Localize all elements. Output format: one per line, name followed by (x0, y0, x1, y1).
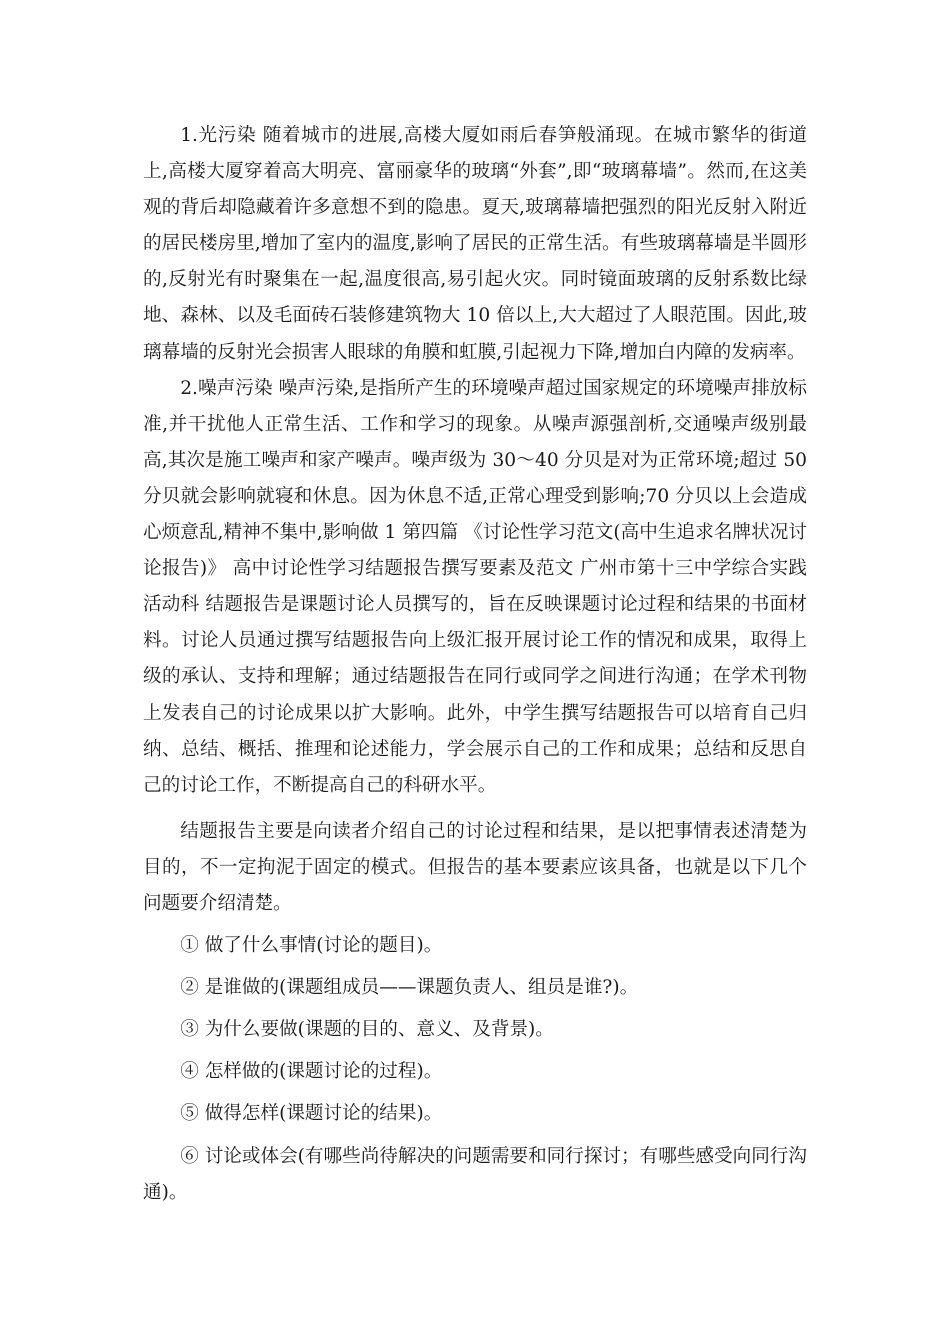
list-item: ② 是谁做的(课题组成员——课题负责人、组员是谁?)。 (180, 977, 639, 999)
paragraph-light-pollution: 1.光污染 随着城市的进展,高楼大厦如雨后春笋般涌现。在城市繁华的街道上,高楼大厦穿着高大明亮、富丽豪华的玻璃“外套”,即“玻璃幕墙”。然而,在这美观的背后却隐藏着许多意想不到的隐患。夏天,玻璃幕墙把强烈的阳光反射入附近的居民楼房里,增加了室内的温度,影响了居民的正常生活。有些玻璃幕墙是半圆形的,反射光有时聚集在一起,温度很高,易引起火灾。同时镜面玻璃的反射系数比绿地、森林、以及毛面砖石装修建筑物大 10 倍以上,大大超过了人眼范围。因此,玻璃幕墙的反射光会损害人眼球的角膜和虹膜,引起视力下降,增加白内障的发病率。 (143, 125, 807, 363)
list-item: ⑥ 讨论或体会(有哪些尚待解决的问题需要和同行探讨；有哪些感受向同行沟通)。 (143, 1145, 807, 1203)
document-body (143, 118, 807, 1211)
paragraph-report-intro: 结题报告主要是向读者介绍自己的讨论过程和结果，是以把事情表述清楚为目的，不一定拘泥于固定的模式。但报告的基本要素应该具备，也就是以下几个问题要介绍清楚。 (143, 820, 807, 914)
list-item: ① 做了什么事情(讨论的题目)。 (180, 935, 443, 957)
list-item: ⑤ 做得怎样(课题讨论的结果)。 (180, 1103, 443, 1125)
list-item: ④ 怎样做的(课题讨论的过程)。 (180, 1061, 443, 1083)
paragraph-noise-pollution: 2.噪声污染 噪声污染,是指所产生的环境噪声超过国家规定的环境噪声排放标准,并干扰他人正常生活、工作和学习的现象。从噪声源强剖析,交通噪声级别最高,其次是施工噪声和家产噪声。噪声级为 30～40 分贝是对为正常环境;超过 50 分贝就会影响就寝和休息。因为休息不适,正常心理受到影响;70 分贝以上会造成心烦意乱,精神不集中,影响做 1 第四篇 《讨论性学习范文(高中生追求名牌状况讨论报告)》 高中讨论性学习结题报告撰写要素及范文 广州市第十三中学综合实践活动科 结题报告是课题讨论人员撰写的，旨在反映课题讨论过程和结果的书面材料。讨论人员通过撰写结题报告向上级汇报开展讨论工作的情况和成果，取得上级的承认、支持和理解；通过结题报告在同行或同学之间进行沟通；在学术刊物上发表自己的讨论成果以扩大影响。此外，中学生撰写结题报告可以培育自己归纳、总结、概括、推理和论述能力，学会展示自己的工作和成果；总结和反思自己的讨论工作，不断提高自己的科研水平。 (143, 377, 807, 796)
list-item: ③ 为什么要做(课题的目的、意义、及背景)。 (180, 1019, 554, 1041)
